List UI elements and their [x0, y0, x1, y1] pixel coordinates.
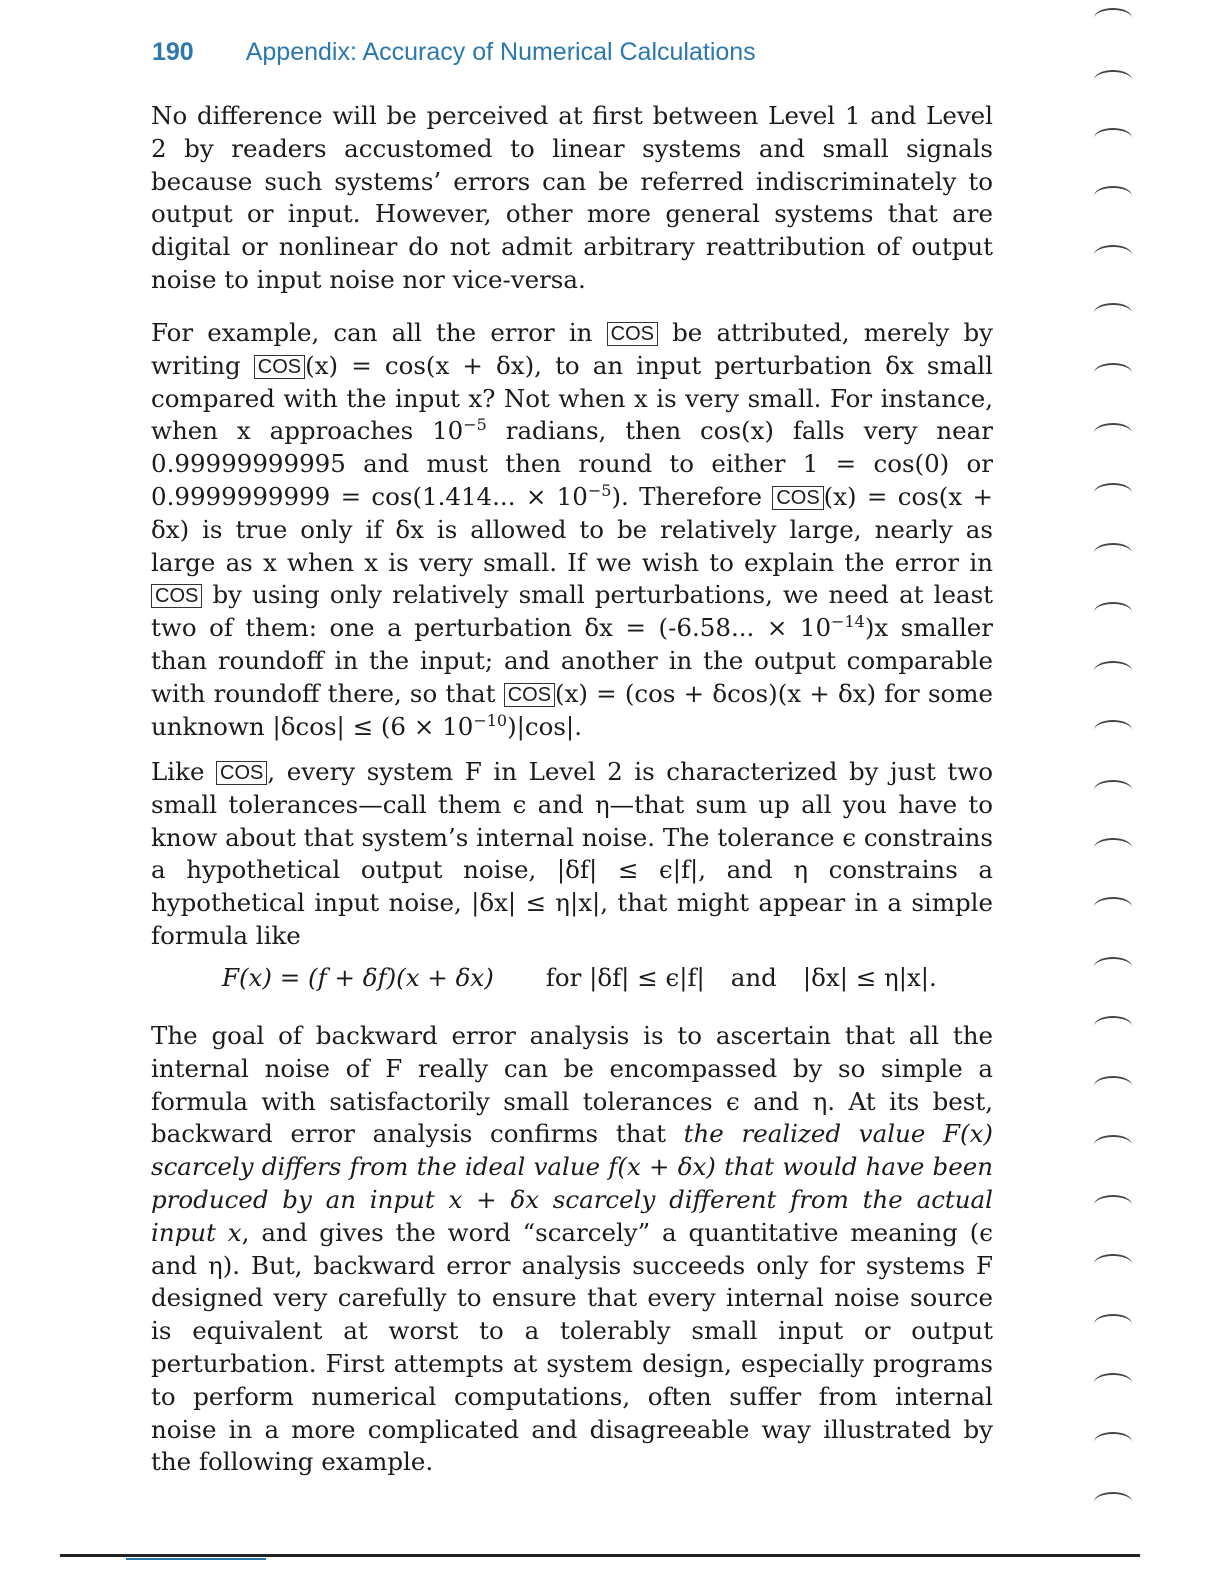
text-run: Like: [151, 757, 205, 786]
page-number: 190: [152, 38, 194, 66]
binding-tab: [1094, 1492, 1132, 1512]
binding-tab: [1094, 897, 1132, 917]
binding-tab: [1094, 543, 1132, 563]
binding-tab: [1094, 363, 1132, 383]
binding-tab: [1094, 661, 1132, 681]
italic-text: the realized value F(x) scarcely differs from the ideal value f(x + δx) that would have been produced by an input x + δx scarcely different from the actual input x: [151, 1119, 993, 1247]
binding-tab: [1094, 1195, 1132, 1215]
cos-key: COS: [607, 322, 658, 346]
binding-tab: [1094, 1135, 1132, 1155]
cos-key: COS: [216, 761, 267, 785]
text-run: by using only relatively small perturbations, we need at least two of them: one a perturbation δx = (-6.58... × 10: [151, 580, 993, 643]
formula-condition-2: |δx| ≤ η|x|.: [802, 963, 937, 992]
text-run: (x) = (cos + δcos)(x + δx) for some unknown |δcos| ≤ (6 × 10: [151, 678, 993, 741]
binding-tab: [1094, 1076, 1132, 1096]
cos-key: COS: [504, 683, 555, 707]
exponent: −5: [587, 480, 612, 500]
cos-key: COS: [772, 486, 823, 510]
binding-tab: [1094, 70, 1132, 90]
binding-tab: [1094, 1432, 1132, 1452]
binding-tab: [1094, 1254, 1132, 1274]
text-run: radians, then cos(x) falls very near 0.99999999995 and must then round to either 1 = cos(0) or 0.9999999999 = cos(1.414... × 10: [151, 416, 993, 511]
text-run: The goal of backward error analysis is to ascertain that all the internal noise of F really can be encompassed by so simple a formula with satisfactorily small tolerances ϵ and η. At its best, backward error analysis confirms that: [151, 1021, 993, 1149]
exponent: −10: [473, 710, 508, 730]
display-formula: [222, 963, 937, 992]
bottom-accent-rule: [126, 1558, 266, 1560]
paragraph-1: No difference will be perceived at first between Level 1 and Level 2 by readers accustomed to linear systems and small signals because such systems’ errors can be referred indiscriminately to output or input. However, other more general systems that are digital or nonlinear do not admit arbitrary reattribution of output noise to input noise nor vice-versa.: [151, 101, 993, 294]
formula-and: and: [730, 963, 777, 992]
exponent: −5: [463, 415, 487, 435]
exponent: −14: [831, 612, 865, 632]
running-title: Appendix: Accuracy of Numerical Calculations: [245, 38, 756, 66]
text-run: , and gives the word “scarcely” a quantitative meaning (ϵ and η). But, backward error analysis succeeds only for systems F designed very carefully to ensure that every internal noise source is equivalent at worst to a tolerably small input or output perturbation. First attempts at system design, especially programs to perform numerical computations, often suffer from internal noise in a more complicated and disagreeable way illustrated by the following example.: [151, 1217, 994, 1477]
text-run: , every system F in Level 2 is characterized by just two small tolerances—call them ϵ and η—that sum up all you have to know about that system’s internal noise. The tolerance ϵ constrains a hypothetical output noise, |δf| ≤ ϵ|f|, and η constrains a hypothetical input noise, |δx| ≤ η|x|, that might appear in a simple formula like: [151, 757, 993, 950]
paragraph-4: [151, 1020, 993, 1479]
binding-tab: [1094, 186, 1132, 206]
text-run: )|cos|.: [507, 711, 582, 741]
bottom-rule: [60, 1554, 1140, 1557]
binding-tab: [1094, 8, 1132, 28]
formula-condition-1: for |δf| ≤ ϵ|f|: [545, 963, 705, 992]
cos-key: COS: [151, 584, 202, 608]
text-run: )x smaller than roundoff in the input; and another in the output comparable with roundoff there, so that: [151, 613, 993, 708]
text-run: (x) = cos(x + δx), to an input perturbation δx small compared with the input x? Not when x is very small. For instance, when x approaches 10: [151, 350, 993, 446]
binding-tab: [1094, 245, 1132, 265]
binding-tab: [1094, 1373, 1132, 1393]
cos-key: COS: [254, 355, 305, 379]
paragraph-3: [151, 756, 993, 953]
binding-tab: [1094, 483, 1132, 503]
binding-tab: [1094, 423, 1132, 443]
binding-tab: [1094, 1314, 1132, 1334]
text-run: ). Therefore: [611, 481, 762, 511]
binding-tab: [1094, 957, 1132, 977]
binding-tab: [1094, 128, 1132, 148]
formula-lhs: F(x) = (f + δf)(x + δx): [222, 963, 494, 992]
binding-tab: [1094, 303, 1132, 323]
binding-tab: [1094, 602, 1132, 622]
text-run: (x) = cos(x + δx) is true only if δx is allowed to be relatively large, nearly as large as x when x is very small. If we wish to explain the error in: [151, 481, 994, 577]
binding-tab: [1094, 780, 1132, 800]
paragraph-2: [151, 317, 993, 743]
text-run: be attributed, merely by writing: [151, 318, 994, 380]
binding-tab: [1094, 1016, 1132, 1036]
text-run: For example, can all the error in: [151, 318, 593, 347]
running-header: [152, 38, 756, 67]
binding-tab: [1094, 720, 1132, 740]
binding-tab: [1094, 838, 1132, 858]
